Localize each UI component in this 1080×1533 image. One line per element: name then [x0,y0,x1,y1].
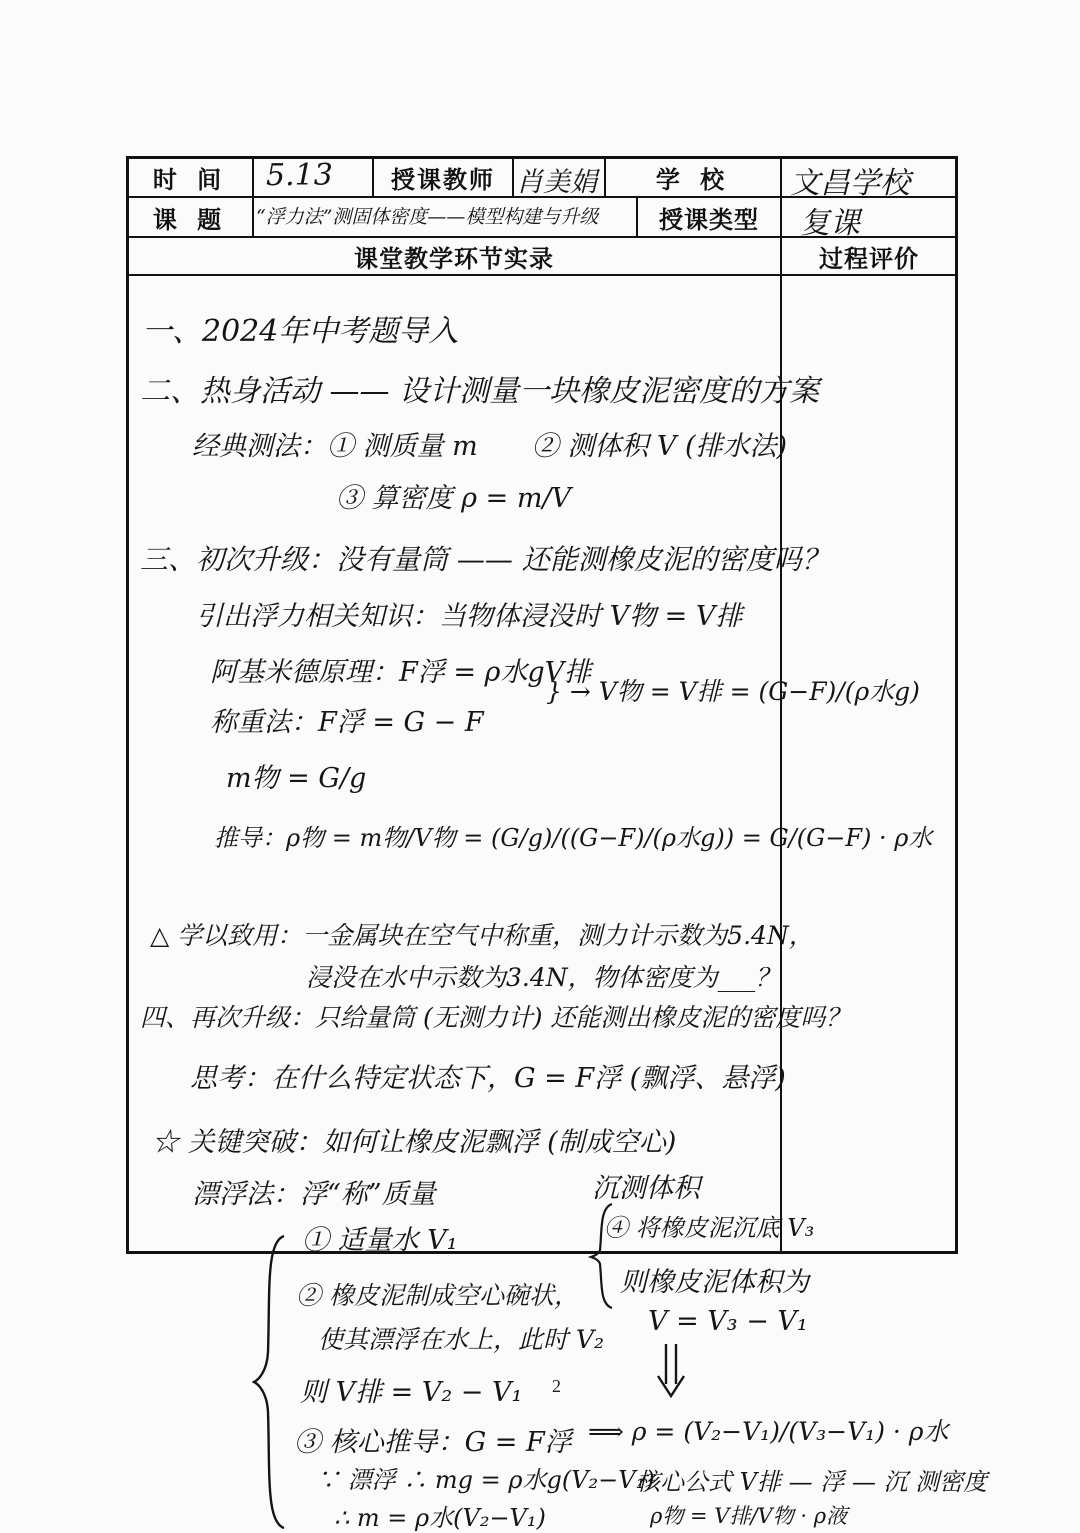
time-value: 5.13 [266,158,333,193]
time-label: 时 间 [152,165,228,194]
note-step-3: ③ 核心推导：G = F浮 [294,1427,572,1458]
col-divider-r1-a [252,156,254,236]
note-step-1: ① 适量水 V₁ [302,1225,458,1256]
note-core-formula: 核心公式 V排 — 浮 — 沉 测密度 [636,1468,988,1496]
note-mass-formula: m物 = G/g [226,763,367,794]
note-volume-formula: V = V₃ − V₁ [648,1306,808,1337]
note-volume-label: 则橡皮泥体积为 [620,1267,809,1298]
brace-mark-right [588,1200,618,1310]
note-section-1: 一、2024年中考题导入 [142,314,459,349]
note-step-2b: 使其漂浮在水上，此时 V₂ [318,1325,605,1354]
note-key-breakthrough: ☆ 关键突破：如何让橡皮泥飘浮 (制成空心) [152,1127,677,1158]
lesson-type-value: 复课 [800,206,860,241]
note-application-1: △ 学以致用：一金属块在空气中称重，测力计示数为5.4N， [150,921,814,950]
down-arrow-icon [652,1340,692,1400]
note-archimedes: 阿基米德原理：F浮 = ρ水gV排 [210,657,592,688]
classroom-record-label: 课堂教学环节实录 [354,244,554,273]
brace-mark [252,1232,292,1532]
note-section-2: 二、热身活动 —— 设计测量一块橡皮泥密度的方案 [140,374,820,409]
note-classic-method: 经典测法：① 测质量 m ② 测体积 V (排水法) [192,431,788,462]
note-displaced-volume: 则 V排 = V₂ − V₁ [300,1377,523,1408]
topic-value: “浮力法”测固体密度——模型构建与升级 [256,206,599,228]
topic-label: 课 题 [152,205,228,234]
note-step-2a: ② 橡皮泥制成空心碗状， [296,1281,579,1310]
lesson-type-label: 授课类型 [659,205,759,234]
process-evaluation-label: 过程评价 [819,244,919,273]
note-thinking: 思考：在什么特定状态下，G = F浮 (飘浮、悬浮) [190,1063,786,1094]
note-derivation: 推导：ρ物 = m物/V物 = (G/g)/((G−F)/(ρ水g)) = G/(G−F) · ρ水 [214,824,933,852]
note-volume-result: } → V物 = V排 = (G−F)/(ρ水g) [546,677,920,706]
note-section-4: 四、再次升级：只给量筒 (无测力计) 还能测出橡皮泥的密度吗？ [140,1003,851,1032]
note-buoyancy-intro: 引出浮力相关知识：当物体浸没时 V物 = V排 [196,601,743,632]
note-step-4: ④ 将橡皮泥沉底 V₃ [604,1214,815,1242]
note-density-result: ⟹ ρ = (V₂−V₁)/(V₃−V₁) · ρ水 [588,1417,949,1446]
teacher-label: 授课教师 [391,165,495,194]
note-weighing-method: 称重法：F浮 = G − F [210,707,484,738]
note-section-3: 三、初次升级：没有量筒 —— 还能测橡皮泥的密度吗？ [140,543,830,576]
note-mass-result: ∴ m = ρ水(V₂−V₁) [334,1504,546,1532]
col-divider-r1-c [512,156,514,196]
teacher-value: 肖美娟 [516,167,597,198]
school-label: 学 校 [655,165,731,194]
note-floating-method: 漂浮法：浮“称”质量 [192,1179,436,1210]
note-object-density: ρ物 = V排/V物 · ρ液 [650,1504,848,1528]
row-divider-3 [126,274,958,276]
note-floating-condition: ∵ 漂浮 ∴ mg = ρ水g(V₂−V₁) [316,1466,655,1494]
page-number: 2 [552,1376,561,1396]
note-sinking-volume: 沉测体积 [592,1173,700,1204]
note-application-2: 浸没在水中示数为3.4N，物体密度为___？ [306,963,781,992]
note-calc-density: ③ 算密度 ρ = m/V [336,483,572,514]
school-value: 文昌学校 [790,166,910,201]
